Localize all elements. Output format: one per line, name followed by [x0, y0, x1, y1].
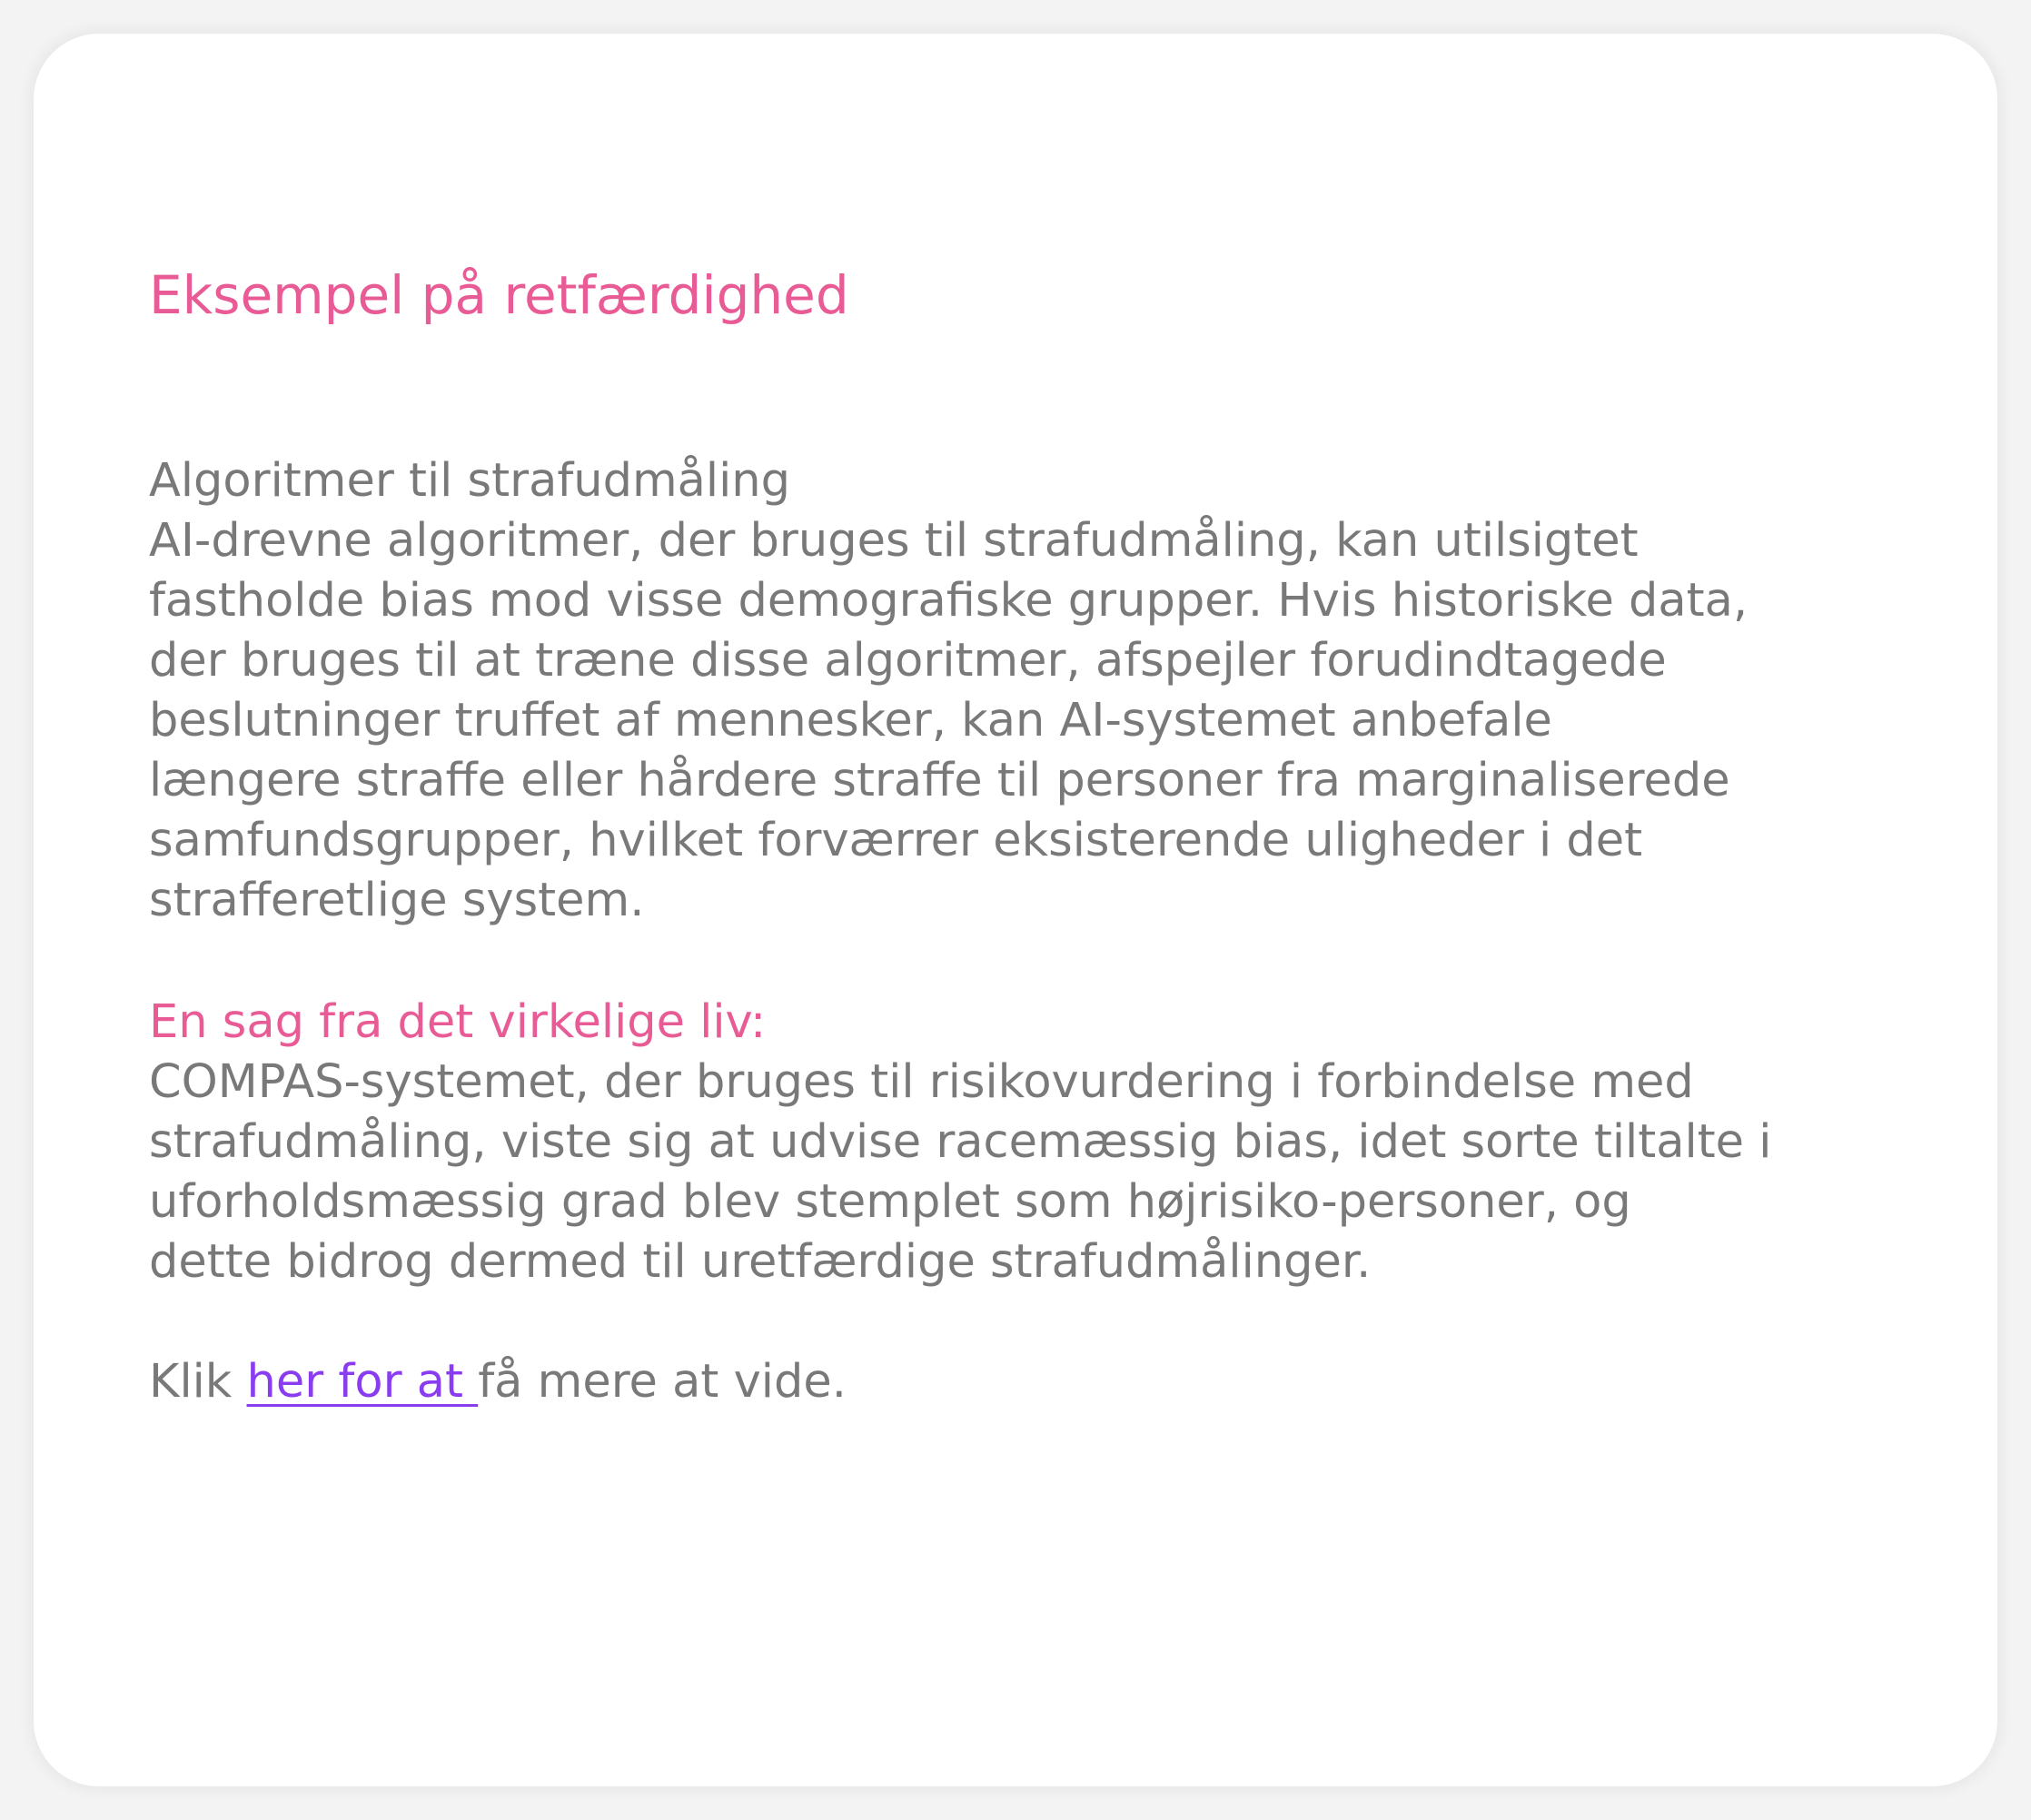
section-heading-algorithms: Algoritmer til strafudmåling	[149, 454, 790, 508]
learn-more-suffix: få mere at vide.	[478, 1355, 847, 1409]
page-title: Eksempel på retfærdighed	[149, 264, 849, 326]
paragraph-line: COMPAS-systemet, der bruges til risikovurdering i forbindelse med	[149, 1055, 1694, 1109]
paragraph-line: strafudmåling, viste sig at udvise racemæssig bias, idet sorte tiltalte i	[149, 1115, 1772, 1169]
paragraph-line: AI-drevne algoritmer, der bruges til strafudmåling, kan utilsigtet	[149, 514, 1639, 568]
paragraph-line: uforholdsmæssig grad blev stemplet som højrisiko-personer, og	[149, 1175, 1631, 1229]
paragraph-line: strafferetlige system.	[149, 874, 645, 927]
learn-more-link[interactable]: her for at	[246, 1355, 479, 1409]
real-life-case-section	[149, 993, 1920, 1292]
learn-more-text	[149, 1352, 1920, 1412]
paragraph-line: fastholde bias mod visse demografiske grupper. Hvis historiske data,	[149, 574, 1749, 628]
paragraph-line: der bruges til at træne disse algoritmer, afspejler forudindtagede	[149, 634, 1667, 687]
paragraph-line: samfundsgrupper, hvilket forværrer eksisterende uligheder i det	[149, 814, 1643, 867]
paragraph-line: længere straffe eller hårdere straffe til personer fra marginaliserede	[149, 754, 1730, 807]
sentencing-algorithms-section	[149, 451, 1920, 931]
paragraph-line: beslutninger truffet af mennesker, kan AI-systemet anbefale	[149, 694, 1552, 747]
section-heading-real-case: En sag fra det virkelige liv:	[149, 995, 767, 1049]
content-card	[34, 34, 1997, 1786]
card-content	[149, 261, 1920, 1412]
learn-more-line	[149, 1352, 1920, 1412]
paragraph-line: dette bidrog dermed til uretfærdige strafudmålinger.	[149, 1235, 1372, 1289]
learn-more-prefix: Klik	[149, 1355, 247, 1409]
